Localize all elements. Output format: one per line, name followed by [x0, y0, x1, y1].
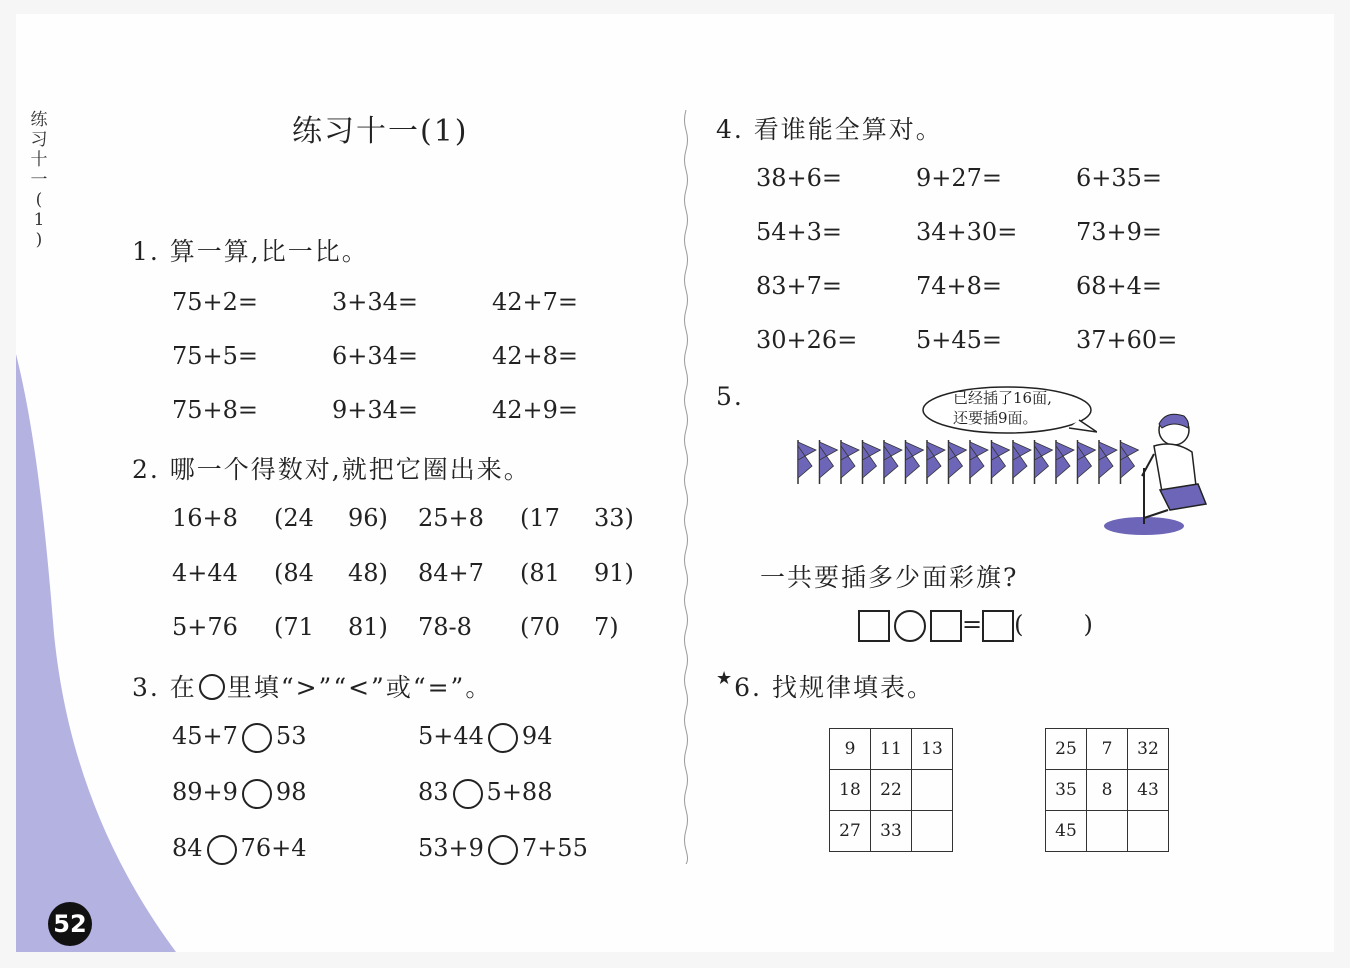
- q4-expr: 37+60=: [1076, 326, 1178, 354]
- q2-choice: 81): [348, 613, 388, 641]
- flag: [1078, 442, 1096, 478]
- workbook-page: [16, 14, 1334, 952]
- q1-expr: 75+2=: [172, 288, 259, 316]
- q4-expr: 73+9=: [1076, 218, 1163, 246]
- table-cell-blank[interactable]: [1087, 811, 1128, 852]
- q3-comparison: 84 76+4: [172, 834, 306, 865]
- flag: [841, 442, 859, 478]
- q2-expr: 25+8: [418, 504, 484, 532]
- q3-comparison: 5+44 94: [418, 722, 552, 753]
- q2-choice: 7): [594, 613, 619, 641]
- q3-comparison: 89+9 98: [172, 778, 306, 809]
- answer-box[interactable]: [982, 610, 1014, 642]
- circle-blank-icon: [199, 674, 225, 700]
- compare-circle[interactable]: [242, 779, 272, 809]
- q2-choice: (81: [520, 559, 560, 587]
- q2-choice: (84: [274, 559, 314, 587]
- flag: [970, 442, 988, 478]
- operator-circle[interactable]: [894, 610, 926, 642]
- compare-circle[interactable]: [242, 723, 272, 753]
- q2-expr: 4+44: [172, 559, 238, 587]
- q2-choice: 33): [594, 504, 634, 532]
- flag: [927, 442, 945, 478]
- compare-circle[interactable]: [207, 835, 237, 865]
- answer-box[interactable]: [930, 610, 962, 642]
- compare-circle[interactable]: [488, 723, 518, 753]
- table-cell: 11: [871, 729, 912, 770]
- table-cell: 27: [830, 811, 871, 852]
- table-cell: 43: [1128, 770, 1169, 811]
- q1-expr: 9+34=: [332, 396, 419, 424]
- q4-heading: 4. 看谁能全算对。: [716, 115, 943, 144]
- q1-expr: 42+7=: [492, 288, 579, 316]
- q2-expr: 84+7: [418, 559, 484, 587]
- table-cell: 25: [1046, 729, 1087, 770]
- table-cell: 8: [1087, 770, 1128, 811]
- answer-box[interactable]: [858, 610, 890, 642]
- star-icon: ★: [716, 668, 735, 689]
- q2-expr: 78-8: [418, 613, 472, 641]
- q2-heading: 2. 哪一个得数对,就把它圈出来。: [132, 455, 531, 484]
- q2-choice: (17: [520, 504, 560, 532]
- q3-heading-prefix: 3. 在: [132, 673, 197, 702]
- flag: [1013, 442, 1031, 478]
- q2-choice: 48): [348, 559, 388, 587]
- table-cell: 7: [1087, 729, 1128, 770]
- q1-heading: 1. 算一算,比一比。: [132, 237, 369, 266]
- table-cell: 13: [912, 729, 953, 770]
- flag: [992, 442, 1010, 478]
- flag: [820, 442, 838, 478]
- q3-comparison: 83 5+88: [418, 778, 552, 809]
- page-divider: [683, 110, 689, 864]
- q4-expr: 34+30=: [916, 218, 1018, 246]
- flag: [798, 442, 816, 478]
- q4-expr: 38+6=: [756, 164, 843, 192]
- table-cell: 35: [1046, 770, 1087, 811]
- q3-comparison: 53+9 7+55: [418, 834, 588, 865]
- q2-choice: 96): [348, 504, 388, 532]
- compare-circle[interactable]: [453, 779, 483, 809]
- q5-question: 一共要插多少面彩旗?: [760, 563, 1019, 592]
- q5-answer-equation: = ( ): [858, 610, 1093, 642]
- q4-expr: 30+26=: [756, 326, 858, 354]
- table-cell: 32: [1128, 729, 1169, 770]
- boy-planting-flag-illustration: [1104, 406, 1214, 536]
- q4-expr: 74+8=: [916, 272, 1003, 300]
- q3-comparison: 45+7 53: [172, 722, 306, 753]
- q2-choice: (70: [520, 613, 560, 641]
- q4-expr: 83+7=: [756, 272, 843, 300]
- table-cell: 22: [871, 770, 912, 811]
- q5-number: 5.: [716, 382, 744, 411]
- q1-expr: 75+5=: [172, 342, 259, 370]
- flag: [949, 442, 967, 478]
- q1-expr: 6+34=: [332, 342, 419, 370]
- flag: [884, 442, 902, 478]
- compare-circle[interactable]: [488, 835, 518, 865]
- q2-choice: (71: [274, 613, 314, 641]
- q3-heading-suffix: 里填“>”“<”或“=”。: [226, 673, 493, 702]
- flag: [863, 442, 881, 478]
- flag: [906, 442, 924, 478]
- pattern-table-1: [829, 728, 953, 852]
- q4-expr: 54+3=: [756, 218, 843, 246]
- q1-expr: 3+34=: [332, 288, 419, 316]
- q4-expr: 9+27=: [916, 164, 1003, 192]
- table-cell: 33: [871, 811, 912, 852]
- speech-bubble-text: 已经插了16面, 还要插9面。: [953, 389, 1052, 427]
- q2-expr: 16+8: [172, 504, 238, 532]
- flag-row-illustration: [796, 438, 1146, 488]
- table-cell: 18: [830, 770, 871, 811]
- q4-expr: 5+45=: [916, 326, 1003, 354]
- q4-expr: 68+4=: [1076, 272, 1163, 300]
- q1-expr: 42+8=: [492, 342, 579, 370]
- q4-expr: 6+35=: [1076, 164, 1163, 192]
- q2-choice: (24: [274, 504, 314, 532]
- table-cell: 45: [1046, 811, 1087, 852]
- pattern-table-2: [1045, 728, 1169, 852]
- q1-expr: 75+8=: [172, 396, 259, 424]
- flag: [1035, 442, 1053, 478]
- q6-heading: ★6. 找规律填表。: [716, 668, 934, 702]
- page-title: 练习十一(1): [292, 114, 469, 149]
- table-cell: 9: [830, 729, 871, 770]
- q2-choice: 91): [594, 559, 634, 587]
- page-number: 52: [48, 902, 92, 946]
- q1-expr: 42+9=: [492, 396, 579, 424]
- table-cell-blank[interactable]: [912, 770, 953, 811]
- table-cell-blank[interactable]: [1128, 811, 1169, 852]
- side-section-label: 练 习 十 一 ( 1 ): [30, 110, 48, 250]
- table-cell-blank[interactable]: [912, 811, 953, 852]
- q2-expr: 5+76: [172, 613, 238, 641]
- q3-heading: [132, 668, 492, 704]
- flag: [1056, 442, 1074, 478]
